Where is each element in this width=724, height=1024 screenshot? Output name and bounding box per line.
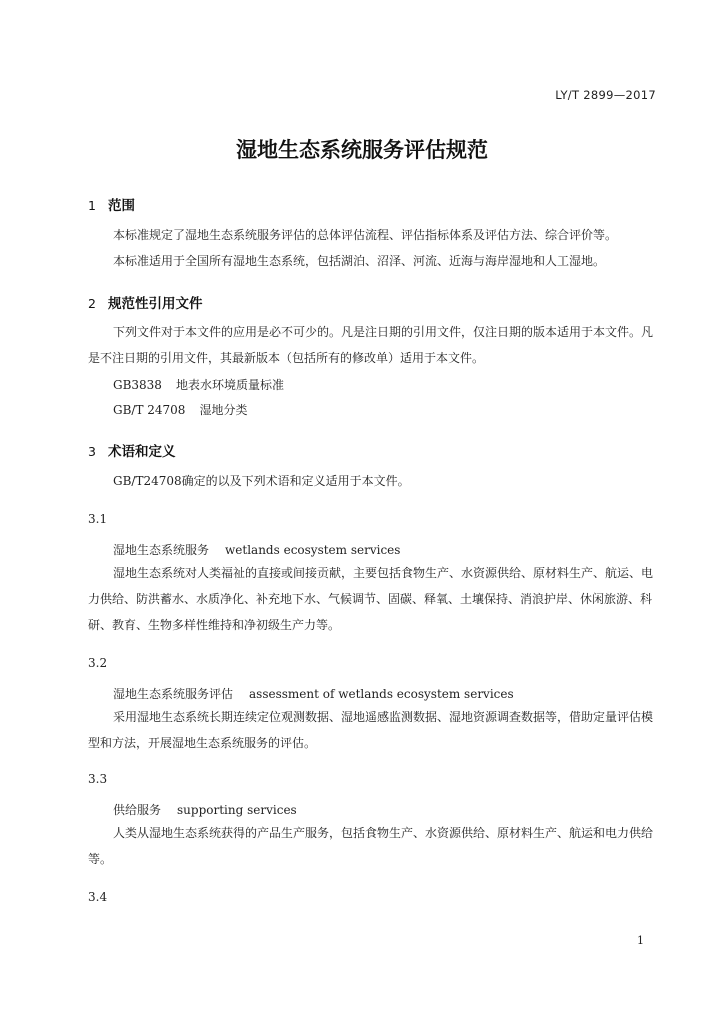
reference-1	[113, 376, 284, 393]
section-2-heading	[88, 292, 203, 312]
term-3-3-definition: 人类从湿地生态系统获得的产品生产服务，包括食物生产、水资源供给、原材料生产、航运和电力供给等。	[88, 826, 654, 866]
reference-1-code: GB3838	[113, 378, 162, 392]
reference-2-code: GB/T 24708	[113, 403, 186, 417]
section-1-title: 范围	[108, 198, 135, 214]
standard-code: LY/T 2899—2017	[555, 88, 656, 102]
term-3-1	[113, 541, 400, 558]
term-3-2-number: 3.2	[88, 656, 108, 670]
page-number: 1	[637, 934, 644, 947]
section-3-number: 3	[88, 444, 96, 459]
reference-2	[113, 401, 247, 418]
reference-1-name: 地表水环境质量标准	[175, 378, 284, 392]
section-2-intro: 下列文件对于本文件的应用是必不可少的。凡是注日期的引用文件，仅注日期的版本适用于本文件。凡是不注日期的引用文件，其最新版本（包括所有的修改单）适用于本文件。	[88, 325, 654, 365]
section-1-paragraph-1: 本标准规定了湿地生态系统服务评估的总体评估流程、评估指标体系及评估方法、综合评价等。	[113, 228, 618, 242]
term-3-1-zh: 湿地生态系统服务	[113, 543, 210, 557]
section-2-title: 规范性引用文件	[108, 296, 203, 312]
term-3-3	[113, 801, 297, 818]
term-3-3-en: supporting services	[177, 803, 297, 817]
document-title: 湿地生态系统服务评估规范	[236, 138, 488, 162]
section-1-number: 1	[88, 198, 96, 213]
section-3-heading	[88, 440, 176, 460]
term-3-2-zh: 湿地生态系统服务评估	[113, 687, 234, 701]
section-3-intro: GB/T24708确定的以及下列术语和定义适用于本文件。	[113, 474, 410, 488]
section-1-paragraph-2: 本标准适用于全国所有湿地生态系统，包括湖泊、沼泽、河流、近海与海岸湿地和人工湿地。	[113, 254, 606, 268]
term-3-2	[113, 685, 514, 702]
term-3-2-definition: 采用湿地生态系统长期连续定位观测数据、湿地遥感监测数据、湿地资源调查数据等，借助定量评估模型和方法，开展湿地生态系统服务的评估。	[88, 710, 654, 750]
term-3-1-en: wetlands ecosystem services	[225, 543, 401, 557]
term-3-4-number: 3.4	[88, 890, 108, 904]
reference-2-name: 湿地分类	[199, 403, 248, 417]
term-3-3-zh: 供给服务	[113, 803, 162, 817]
section-3-title: 术语和定义	[108, 444, 176, 460]
term-3-1-definition: 湿地生态系统对人类福祉的直接或间接贡献，主要包括食物生产、水资源供给、原材料生产、航运、电力供给、防洪蓄水、水质净化、补充地下水、气候调节、固碳、释氧、土壤保持、消浪护岸、休闲旅游、科研、教育、生物多样性维持和净初级生产力等。	[88, 566, 654, 632]
term-3-2-en: assessment of wetlands ecosystem services	[249, 687, 514, 701]
term-3-3-number: 3.3	[88, 772, 108, 786]
term-3-1-number: 3.1	[88, 512, 108, 526]
section-1-heading	[88, 194, 135, 214]
section-2-number: 2	[88, 296, 96, 311]
